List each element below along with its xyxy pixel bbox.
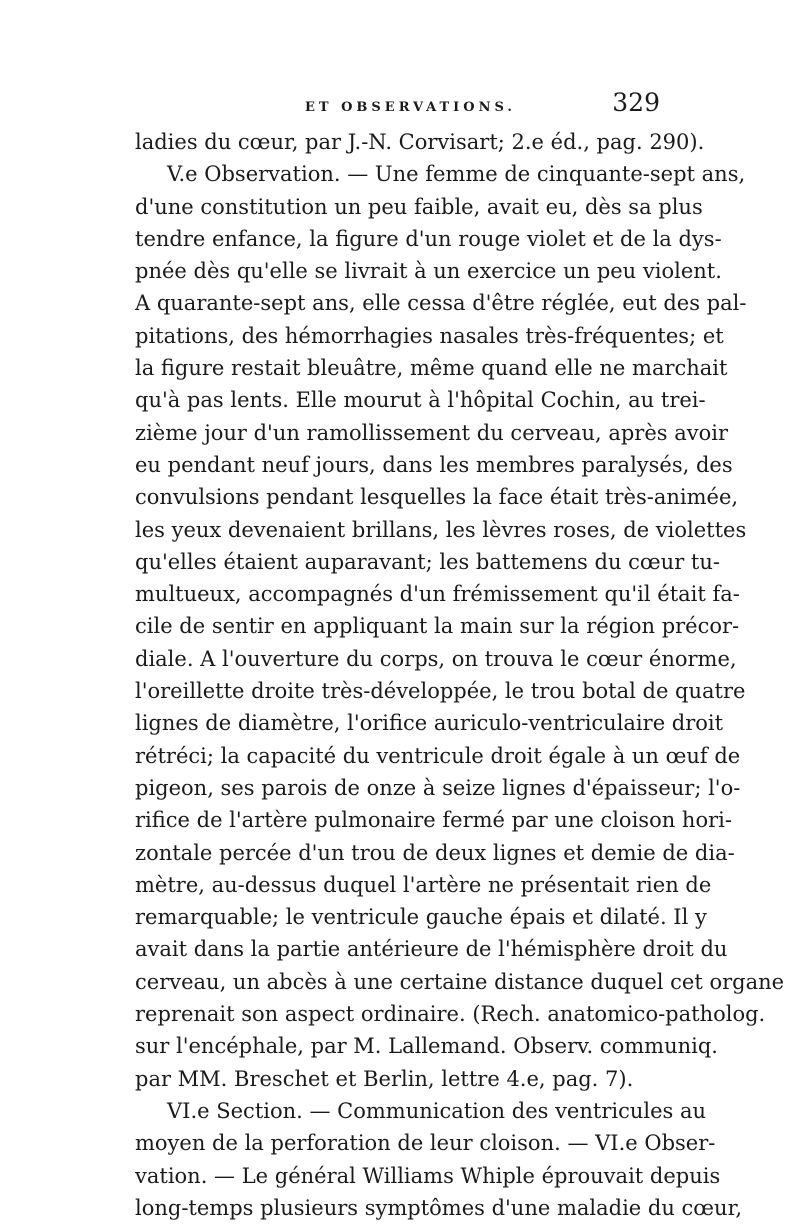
text-line: avait dans la partie antérieure de l'hémisphère droit du — [135, 937, 728, 962]
text-line: sur l'encéphale, par M. Lallemand. Observ. communiq. — [135, 1034, 718, 1059]
running-head: ET OBSERVATIONS. — [305, 100, 516, 115]
text-line: VI.e Section. — Communication des ventricules au — [167, 1098, 707, 1123]
text-line: qu'à pas lents. Elle mourut à l'hôpital Cochin, au trei- — [135, 388, 706, 413]
text-line: zontale percée d'un trou de deux lignes et demie de dia- — [135, 840, 735, 865]
text-line: les yeux devenaient brillans, les lèvres roses, de violettes — [135, 517, 747, 542]
text-line: pigeon, ses parois de onze à seize lignes d'épaisseur; l'o- — [135, 775, 741, 800]
text-line: par MM. Breschet et Berlin, lettre 4.e, pag. 7). — [135, 1066, 634, 1091]
text-line: A quarante-sept ans, elle cessa d'être réglée, eut des pal- — [135, 291, 747, 316]
text-line: la figure restait bleuâtre, même quand elle ne marchait — [135, 356, 728, 381]
text-line: pitations, des hémorrhagies nasales très-fréquentes; et — [135, 323, 724, 348]
text-line: multueux, accompagnés d'un frémissement qu'il était fa- — [135, 582, 740, 607]
text-line: cerveau, un abcès à une certaine distance duquel cet organe — [135, 969, 785, 994]
text-line: mètre, au-dessus duquel l'artère ne présentait rien de — [135, 872, 712, 897]
text-line: l'oreillette droite très-développée, le trou botal de quatre — [135, 679, 746, 704]
text-line: rifice de l'artère pulmonaire fermé par une cloison hori- — [135, 808, 732, 833]
text-line: convulsions pendant lesquelles la face était très-animée, — [135, 485, 739, 510]
text-line: moyen de la perforation de leur cloison. — VI.e Obser- — [135, 1131, 716, 1156]
text-line: rétréci; la capacité du ventricule droit égale à un œuf de — [135, 743, 741, 768]
text-line: vation. — Le général Williams Whiple éprouvait depuis — [135, 1163, 721, 1188]
text-line: qu'elles étaient auparavant; les battemens du cœur tu- — [135, 549, 720, 574]
text-line: remarquable; le ventricule gauche épais et dilaté. Il y — [135, 905, 707, 930]
text-line: reprenait son aspect ordinaire. (Rech. anatomico-patholog. — [135, 1002, 766, 1027]
text-line: pnée dès qu'elle se livrait à un exercice un peu violent. — [135, 259, 722, 284]
text-line: tendre enfance, la figure d'un rouge violet et de la dys- — [135, 226, 722, 251]
page-number: 329 — [612, 88, 660, 117]
text-line: long-temps plusieurs symptômes d'une maladie du cœur, — [135, 1195, 742, 1220]
body-text — [135, 126, 785, 1224]
text-line: V.e Observation. — Une femme de cinquante-sept ans, — [167, 162, 746, 187]
page-header — [135, 86, 660, 126]
text-line: diale. A l'ouverture du corps, on trouva le cœur énorme, — [135, 646, 737, 671]
text-line: zième jour d'un ramollissement du cerveau, après avoir — [135, 420, 729, 445]
text-line: ladies du cœur, par J.-N. Corvisart; 2.e éd., pag. 290). — [135, 130, 705, 154]
text-line: cile de sentir en appliquant la main sur la région précor- — [135, 614, 740, 639]
text-line: eu pendant neuf jours, dans les membres paralysés, des — [135, 452, 733, 477]
text-line: lignes de diamètre, l'orifice auriculo-ventriculaire droit — [135, 711, 724, 736]
text-line: d'une constitution un peu faible, avait eu, dès sa plus — [135, 194, 703, 219]
